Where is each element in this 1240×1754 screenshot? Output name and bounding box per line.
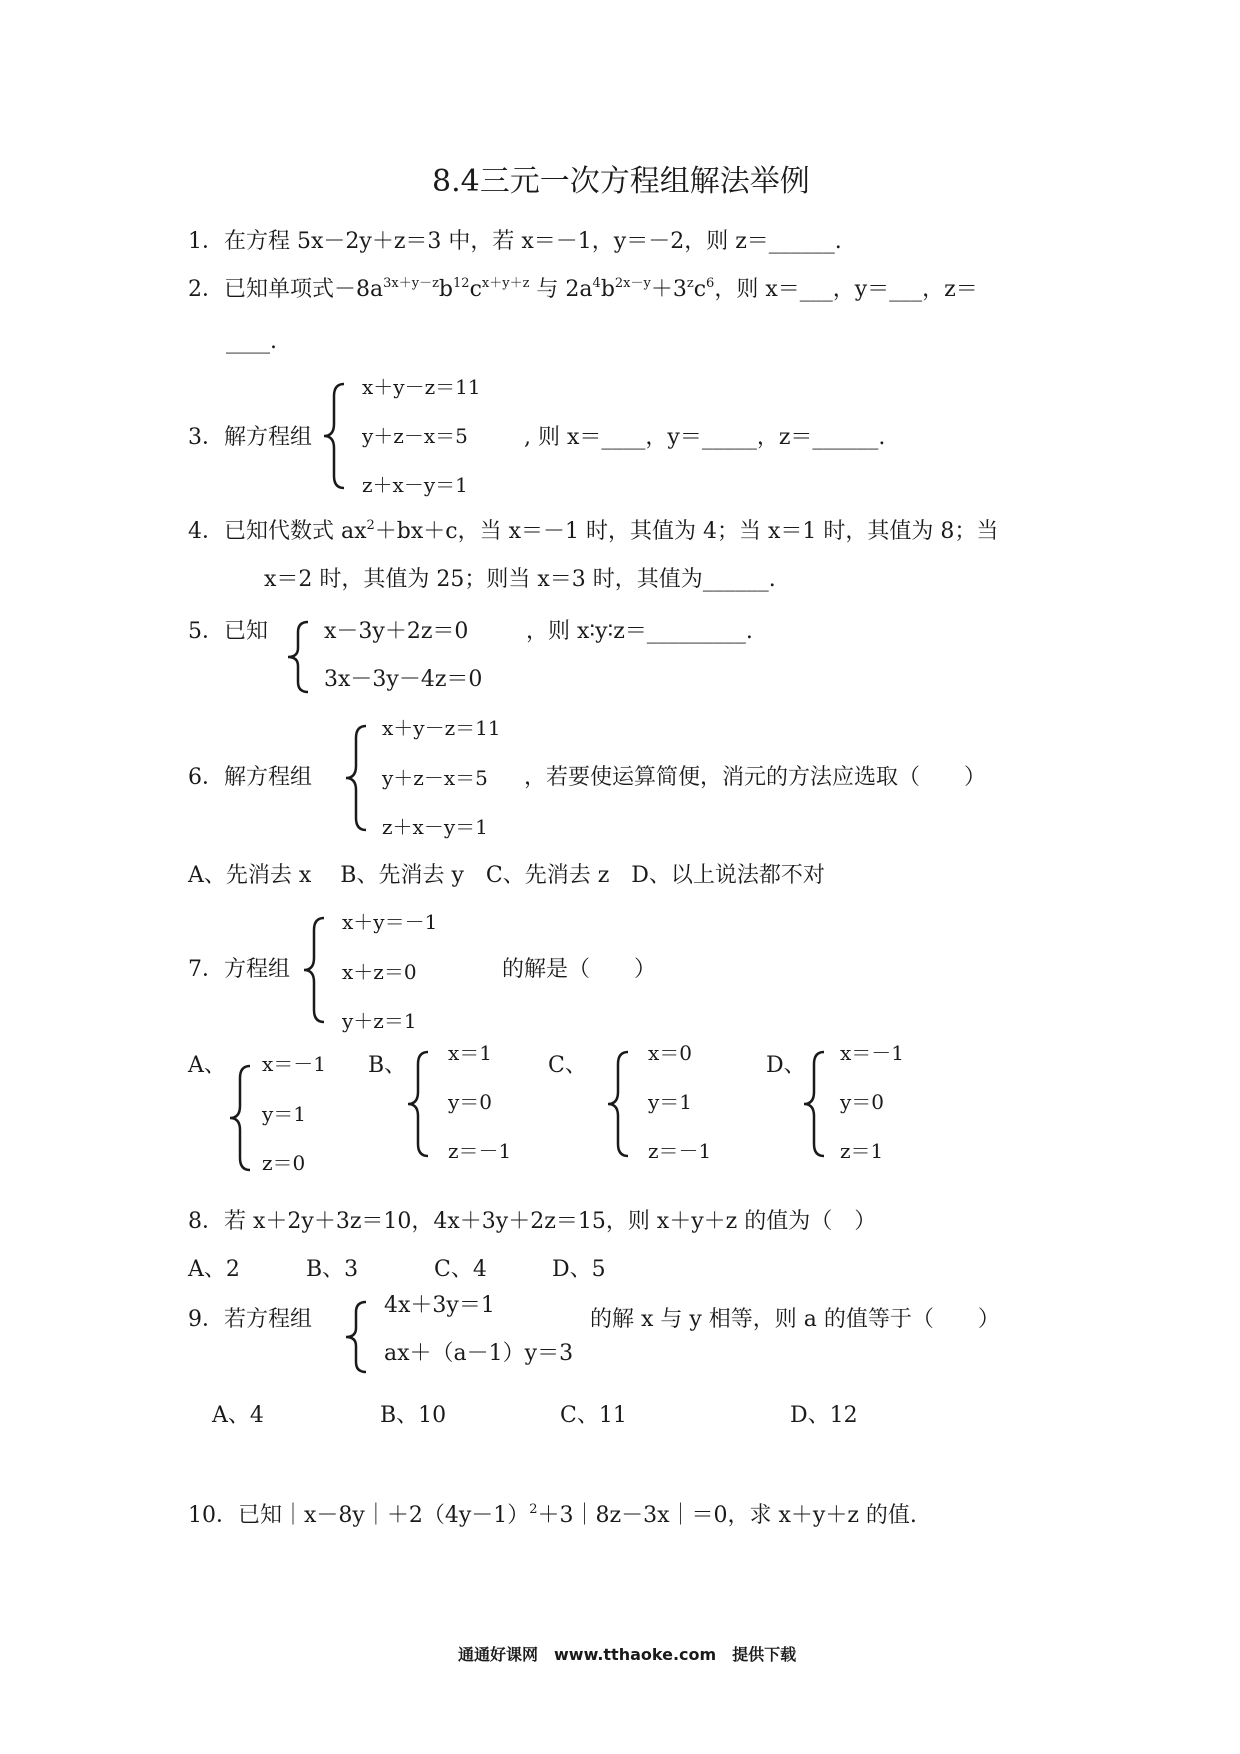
question-6-label: 6．解方程组: [188, 765, 312, 790]
q7-option-c-eq-2: y＝1: [648, 1090, 693, 1114]
question-9-text: 的解 x 与 y 相等，则 a 的值等于（ ）: [590, 1307, 1000, 1332]
q9-option-c: C、11: [560, 1403, 627, 1428]
question-3-answer: , 则 x＝____，y＝_____，z＝______.: [524, 425, 886, 450]
page-title: 8.4三元一次方程组解法举例: [432, 164, 810, 199]
q6-eq-1: x＋y－z＝11: [382, 716, 501, 740]
brace-icon: [300, 914, 330, 1026]
q5-eq-2: 3x－3y－4z＝0: [324, 667, 483, 692]
question-4: 4．已知代数式 $ax^2+bx+c$，当 x＝－1 时，其值为 4；当 x＝1 时，其值为 8；当: [188, 518, 999, 544]
brace-icon: [226, 1062, 256, 1174]
question-3-label: 3．解方程组: [188, 425, 312, 450]
question-7-text: 的解是（ ）: [502, 957, 657, 982]
question-2-line-2: ____.: [226, 329, 277, 354]
q6-eq-2: y＋z－x＝5: [382, 766, 488, 790]
q7-option-a-eq-3: z＝0: [262, 1151, 306, 1175]
q7-option-b-letter: B、: [368, 1053, 407, 1078]
q9-option-b: B、10: [380, 1403, 447, 1428]
brace-icon: [800, 1048, 830, 1160]
q7-option-d-eq-1: x＝－1: [840, 1041, 905, 1065]
question-6-options: A、先消去 x B、先消去 y C、先消去 z D、以上说法都不对: [188, 863, 825, 888]
q3-eq-3: z＋x－y＝1: [362, 473, 468, 497]
q7-option-b-eq-3: z＝－1: [448, 1139, 512, 1163]
q9-eq-2: ax＋（a－1）y＝3: [384, 1341, 574, 1366]
brace-icon: [604, 1048, 634, 1160]
brace-icon: [404, 1048, 434, 1160]
q3-eq-2: y＋z－x＝5: [362, 424, 468, 448]
q7-option-d-eq-3: z＝1: [840, 1139, 884, 1163]
question-1: 1．在方程 5x－2y＋z＝3 中，若 x＝－1，y＝－2，则 z＝______.: [188, 229, 842, 254]
q8-option-a: A、2: [188, 1257, 240, 1282]
brace-icon: [284, 618, 314, 696]
footer: 通通好课网 www.tthaoke.com 提供下载: [458, 1645, 797, 1664]
q8-option-c: C、4: [434, 1257, 487, 1282]
q7-option-d-eq-2: y＝0: [840, 1090, 885, 1114]
q8-option-b: B、3: [306, 1257, 359, 1282]
q9-option-d: D、12: [790, 1403, 858, 1428]
question-7-label: 7．方程组: [188, 957, 290, 982]
q5-eq-1: x－3y＋2z＝0: [324, 619, 469, 644]
q7-eq-3: y＋z＝1: [342, 1009, 417, 1033]
question-4-line-2: x＝2 时，其值为 25；则当 x＝3 时，其值为______.: [264, 567, 776, 592]
question-9-label: 9．若方程组: [188, 1307, 312, 1332]
q7-option-a-eq-2: y＝1: [262, 1102, 307, 1126]
brace-icon: [320, 380, 350, 492]
q7-option-d-letter: D、: [766, 1053, 806, 1078]
q7-option-a-eq-1: x＝－1: [262, 1052, 327, 1076]
q9-eq-1: 4x＋3y＝1: [384, 1293, 495, 1318]
brace-icon: [342, 1298, 372, 1376]
question-8: 8．若 x＋2y＋3z＝10，4x＋3y＋2z＝15，则 x＋y＋z 的值为（ ）: [188, 1209, 877, 1234]
q7-option-b-eq-2: y＝0: [448, 1090, 493, 1114]
question-10: 10．已知$|x-8y|+2(4y-1)^2+3|8z-3x|=0$，求 x＋y＋z 的值.: [188, 1502, 917, 1528]
q7-option-c-eq-1: x＝0: [648, 1041, 693, 1065]
q8-option-d: D、5: [552, 1257, 606, 1282]
question-5-answer: ，则 x∶y∶z＝_________.: [526, 619, 753, 644]
q7-option-c-letter: C、: [548, 1053, 587, 1078]
q7-option-c-eq-3: z＝－1: [648, 1139, 712, 1163]
question-6-text: ，若要使运算简便，消元的方法应选取（ ）: [524, 765, 987, 790]
brace-icon: [342, 722, 372, 834]
q9-option-a: A、4: [212, 1403, 264, 1428]
q6-eq-3: z＋x－y＝1: [382, 815, 488, 839]
q7-eq-1: x＋y＝－1: [342, 910, 438, 934]
q3-eq-1: x＋y－z＝11: [362, 375, 481, 399]
q7-option-b-eq-1: x＝1: [448, 1041, 493, 1065]
question-5-label: 5．已知: [188, 619, 268, 644]
q7-eq-2: x＋z＝0: [342, 960, 417, 984]
question-2: 2．已知单项式$-8a^{3x+y-z}b^{12}c^{x+y+z}$ 与 $2a^4b^{2x-y}+3^zc^6$，则 x＝___，y＝___，z＝: [188, 276, 978, 302]
q7-option-a-letter: A、: [188, 1053, 226, 1078]
